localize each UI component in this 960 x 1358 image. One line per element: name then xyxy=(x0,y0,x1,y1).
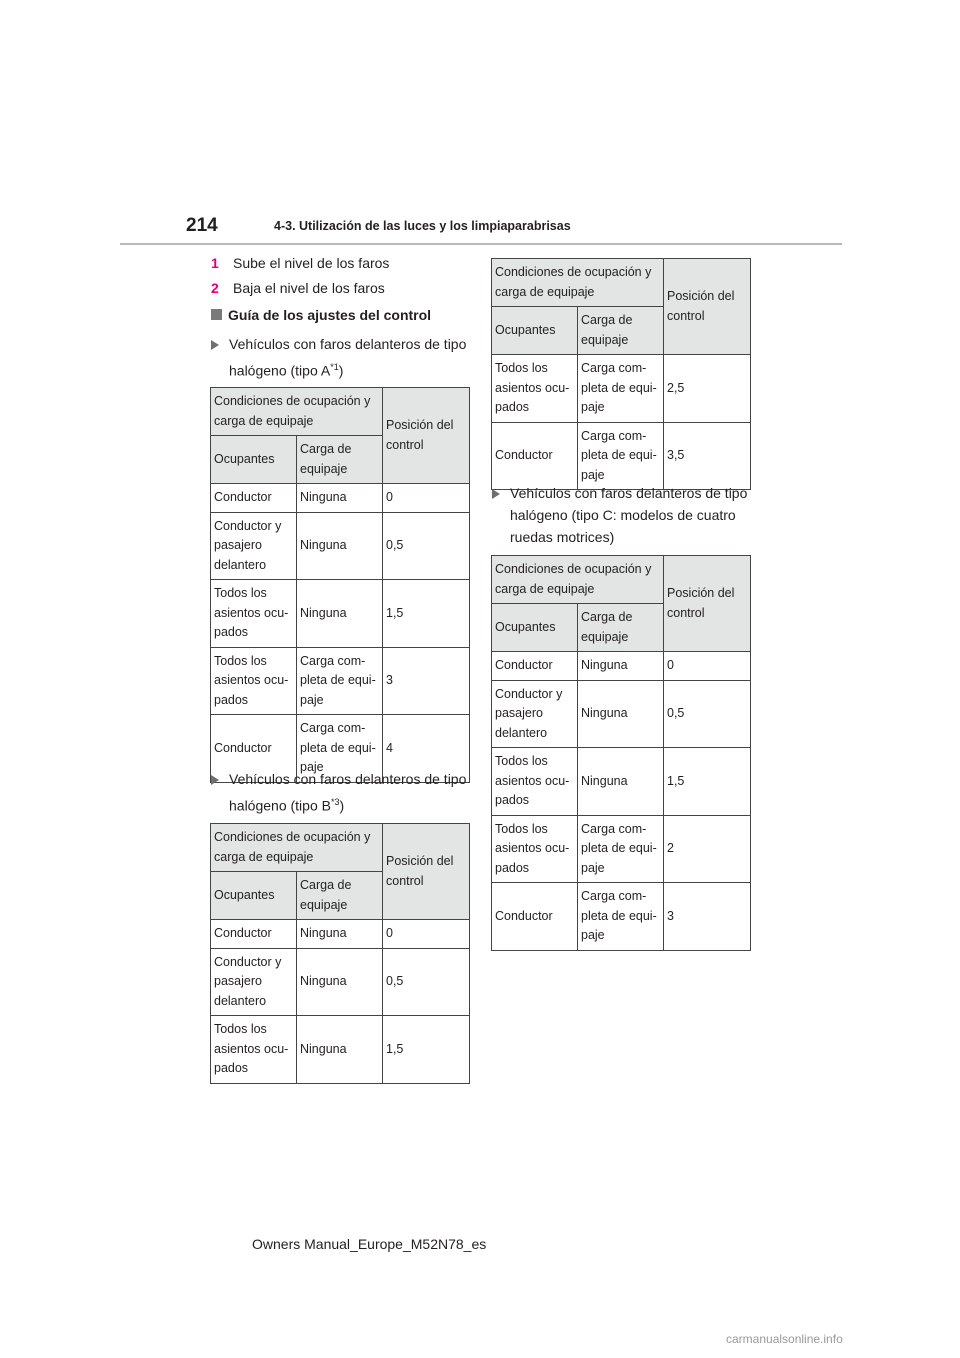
table-header-row xyxy=(211,388,470,436)
cell-occupants: Todos los asientos ocu-pados xyxy=(492,355,578,423)
cell-position: 4 xyxy=(383,715,470,783)
header-position: Posición del control xyxy=(383,824,470,920)
cell-load: Carga com-pleta de equi-paje xyxy=(297,715,383,783)
header-position: Posición del control xyxy=(664,556,751,652)
step-number: 1 xyxy=(211,255,219,271)
step-item xyxy=(211,280,385,296)
section-title: 4-3. Utilización de las luces y los limpiaparabrisas xyxy=(274,219,571,233)
header-position: Posición del control xyxy=(383,388,470,484)
section-title-text: Vehículos con faros delanteros de tipo halógeno (tipo C: modelos de cuatro ruedas motrices) xyxy=(510,485,748,545)
triangle-bullet-icon xyxy=(211,775,219,785)
cell-occupants: Conductor y pasajero delantero xyxy=(492,680,578,748)
section-title-text: Vehículos con faros delanteros de tipo halógeno (tipo A xyxy=(229,336,467,379)
table-row xyxy=(492,748,751,816)
table-row xyxy=(492,652,751,681)
step-item xyxy=(211,255,389,271)
triangle-bullet-icon xyxy=(492,489,500,499)
table-row xyxy=(211,512,470,580)
cell-position: 3,5 xyxy=(664,422,751,490)
header-conditions: Condiciones de ocupación y carga de equipaje xyxy=(211,824,383,872)
header-divider xyxy=(120,243,842,245)
cell-load: Carga com-pleta de equi-paje xyxy=(578,883,664,951)
cell-occupants: Todos los asientos ocu-pados xyxy=(492,748,578,816)
step-text: Baja el nivel de los faros xyxy=(233,280,385,296)
cell-load: Ninguna xyxy=(578,748,664,816)
cell-position: 0,5 xyxy=(664,680,751,748)
header-load: Carga de equipaje xyxy=(578,604,664,652)
header-conditions: Condiciones de ocupación y carga de equipaje xyxy=(492,556,664,604)
cell-load: Ninguna xyxy=(297,580,383,648)
watermark: carmanualsonline.info xyxy=(726,1332,843,1346)
cell-occupants: Todos los asientos ocu-pados xyxy=(211,580,297,648)
cell-occupants: Todos los asientos ocu-pados xyxy=(211,647,297,715)
header-load: Carga de equipaje xyxy=(297,436,383,484)
cell-position: 0 xyxy=(664,652,751,681)
table-row xyxy=(211,920,470,949)
section-a-heading: Vehículos con faros delanteros de tipo halógeno (tipo $A^{*1}$) xyxy=(211,333,479,383)
step-text: Sube el nivel de los faros xyxy=(233,255,390,271)
cell-occupants: Todos los asientos ocu-pados xyxy=(211,1016,297,1084)
cell-position: 1,5 xyxy=(664,748,751,816)
table-type-b xyxy=(210,823,470,1084)
cell-position: 0 xyxy=(383,484,470,513)
cell-occupants: Conductor xyxy=(211,715,297,783)
table-row xyxy=(211,580,470,648)
cell-occupants: Conductor xyxy=(492,652,578,681)
cell-load: Ninguna xyxy=(297,920,383,949)
section-c-heading xyxy=(492,482,760,548)
table-row xyxy=(492,680,751,748)
cell-load: Ninguna xyxy=(297,948,383,1016)
cell-occupants: Conductor xyxy=(492,422,578,490)
footer-doc-id: Owners Manual_Europe_M52N78_es xyxy=(252,1236,487,1252)
table-header-row xyxy=(492,259,751,307)
header-occupants: Ocupantes xyxy=(492,604,578,652)
header-occupants: Ocupantes xyxy=(492,307,578,355)
cell-position: 2 xyxy=(664,815,751,883)
cell-load: Carga com-pleta de equi-paje xyxy=(578,422,664,490)
cell-occupants: Conductor xyxy=(211,920,297,949)
cell-load: Ninguna xyxy=(578,652,664,681)
step-number: 2 xyxy=(211,280,219,296)
header-occupants: Ocupantes xyxy=(211,436,297,484)
cell-occupants: Conductor xyxy=(492,883,578,951)
cell-position: 0 xyxy=(383,920,470,949)
guide-heading-text: Guía de los ajustes del control xyxy=(228,307,432,323)
cell-position: 2,5 xyxy=(664,355,751,423)
table-type-b-continued xyxy=(491,258,751,490)
cell-position: 3 xyxy=(664,883,751,951)
section-b-heading: Vehículos con faros delanteros de tipo halógeno (tipo $B^{*3}$) xyxy=(211,768,479,818)
page-number: 214 xyxy=(186,215,218,236)
triangle-bullet-icon xyxy=(211,340,219,350)
cell-load: Carga com-pleta de equi-paje xyxy=(297,647,383,715)
cell-position: 0,5 xyxy=(383,512,470,580)
cell-load: Carga com-pleta de equi-paje xyxy=(578,355,664,423)
header-occupants: Ocupantes xyxy=(211,872,297,920)
table-row xyxy=(492,883,751,951)
table-type-a xyxy=(210,387,470,783)
table-row xyxy=(492,355,751,423)
header-load: Carga de equipaje xyxy=(578,307,664,355)
square-bullet-icon xyxy=(211,309,222,320)
cell-occupants: Conductor y pasajero delantero xyxy=(211,948,297,1016)
header-conditions: Condiciones de ocupación y carga de equipaje xyxy=(492,259,664,307)
header-position: Posición del control xyxy=(664,259,751,355)
table-row xyxy=(492,422,751,490)
cell-occupants: Conductor y pasajero delantero xyxy=(211,512,297,580)
footnote-mark: *3 xyxy=(330,797,340,807)
footnote-mark: *1 xyxy=(330,362,339,372)
table-row xyxy=(211,948,470,1016)
cell-position: 0,5 xyxy=(383,948,470,1016)
cell-load: Carga com-pleta de equi-paje xyxy=(578,815,664,883)
cell-occupants: Todos los asientos ocu-pados xyxy=(492,815,578,883)
table-header-row xyxy=(492,556,751,604)
table-row xyxy=(211,1016,470,1084)
cell-position: 3 xyxy=(383,647,470,715)
table-row xyxy=(211,484,470,513)
cell-position: 1,5 xyxy=(383,1016,470,1084)
cell-load: Ninguna xyxy=(297,484,383,513)
header-load: Carga de equipaje xyxy=(297,872,383,920)
cell-load: Ninguna xyxy=(297,512,383,580)
table-type-c xyxy=(491,555,751,951)
section-title-text: Vehículos con faros delanteros de tipo halógeno (tipo B xyxy=(229,771,467,814)
cell-position: 1,5 xyxy=(383,580,470,648)
table-row xyxy=(492,815,751,883)
cell-occupants: Conductor xyxy=(211,484,297,513)
cell-load: Ninguna xyxy=(297,1016,383,1084)
table-header-row xyxy=(211,824,470,872)
table-row xyxy=(211,647,470,715)
header-conditions: Condiciones de ocupación y carga de equipaje xyxy=(211,388,383,436)
cell-load: Ninguna xyxy=(578,680,664,748)
guide-heading xyxy=(211,307,431,323)
